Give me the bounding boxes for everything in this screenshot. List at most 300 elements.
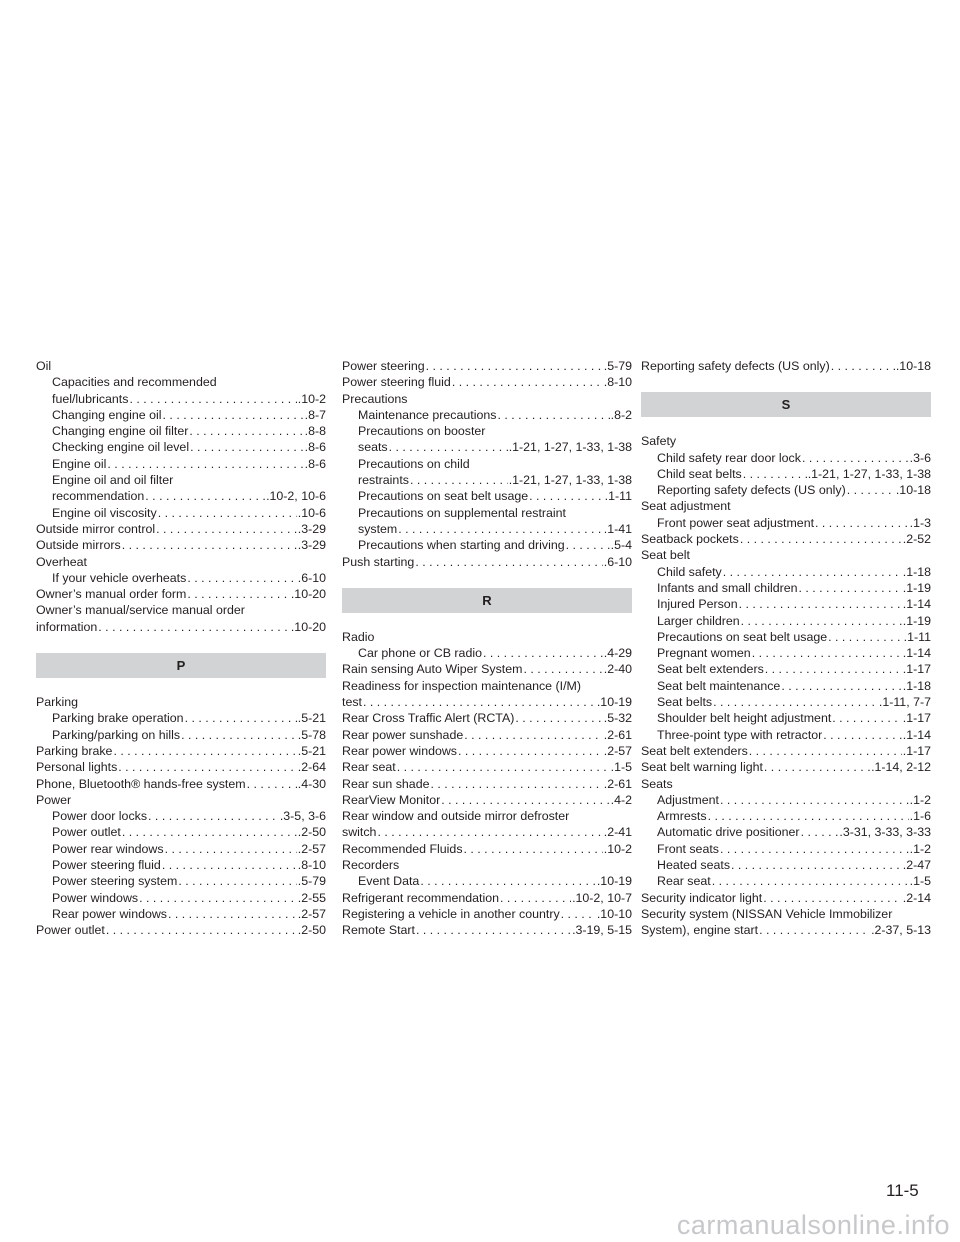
- index-entry: [36, 586, 326, 602]
- index-subentry: [641, 466, 931, 482]
- page-reference: .6-10: [297, 570, 326, 585]
- index-subentry: [641, 645, 931, 661]
- page-reference: .1-18: [902, 678, 931, 693]
- entry-text: Power outlet: [36, 923, 105, 938]
- dot-leader: [186, 570, 296, 586]
- page-reference: .1-14: [902, 727, 931, 742]
- dot-leader: [388, 439, 508, 455]
- entry-text: Shoulder belt height adjustment: [657, 711, 832, 726]
- page-reference: .4-2: [610, 792, 632, 807]
- page-reference: .8-10: [297, 858, 326, 873]
- page-reference: .1-21, 1-27, 1-33, 1-38: [807, 466, 931, 481]
- page-reference: .5-21: [297, 711, 326, 726]
- page-reference: .2-47: [902, 858, 931, 873]
- index-subentry: [342, 439, 632, 455]
- entry-text: Personal lights: [36, 760, 118, 775]
- entry-text: Reporting safety defects (US only): [657, 483, 846, 498]
- index-column-2: [342, 358, 632, 939]
- entry-text: Pregnant women: [657, 646, 751, 661]
- dot-leader: [565, 537, 610, 553]
- page-reference: .5-79: [297, 874, 326, 889]
- index-entry: [342, 374, 632, 390]
- index-subentry: [641, 515, 931, 531]
- entry-text: Power rear windows: [52, 841, 164, 856]
- dot-leader: [740, 613, 902, 629]
- page-reference: .2-57: [297, 906, 326, 921]
- entry-text: Front seats: [657, 841, 719, 856]
- entry-text: Larger children: [657, 613, 740, 628]
- page-reference: .1-19: [902, 613, 931, 628]
- entry-text: Power door locks: [52, 809, 148, 824]
- dot-leader: [121, 824, 297, 840]
- entry-text: Heated seats: [657, 858, 731, 873]
- dot-leader: [739, 531, 902, 547]
- dot-leader: [514, 710, 602, 726]
- index-subentry: [641, 694, 931, 710]
- dot-leader: [177, 873, 296, 889]
- index-entry: [342, 776, 632, 792]
- page-reference: .8-6: [304, 440, 326, 455]
- dot-leader: [560, 906, 596, 922]
- index-subentry: [36, 824, 326, 840]
- page-reference: .10-19: [596, 695, 632, 710]
- page-reference: .1-17: [902, 711, 931, 726]
- dot-leader: [762, 890, 902, 906]
- dot-leader: [376, 824, 602, 840]
- index-entry: [342, 629, 632, 645]
- index-entry: [342, 743, 632, 759]
- entry-text: System), engine start: [641, 923, 759, 938]
- entry-text: Precautions on seat belt usage: [657, 629, 828, 644]
- index-subentry: [36, 857, 326, 873]
- entry-text: Infants and small children: [657, 580, 798, 595]
- dot-leader: [758, 922, 870, 938]
- dot-leader: [719, 841, 909, 857]
- entry-text: Seat belt extenders: [641, 743, 748, 758]
- index-subentry: [641, 564, 931, 580]
- index-entry: [342, 792, 632, 808]
- dot-leader: [822, 727, 901, 743]
- index-subentry: [641, 613, 931, 629]
- page-reference: .1-17: [902, 743, 931, 758]
- index-subentry: [342, 472, 632, 488]
- entry-text: Child seat belts: [657, 466, 742, 481]
- page-reference: .1-14: [902, 646, 931, 661]
- index-subentry: [641, 710, 931, 726]
- page-number: 11-5: [886, 1181, 919, 1200]
- entry-text: Car phone or CB radio: [358, 646, 482, 661]
- page-reference: .2-64: [297, 760, 326, 775]
- entry-text: Precautions on booster: [358, 424, 486, 439]
- entry-text: Engine oil and oil filter: [52, 473, 174, 488]
- index-subentry: [36, 727, 326, 743]
- index-subentry: [36, 439, 326, 455]
- entry-text: test: [342, 695, 362, 710]
- page-reference: .10-18: [895, 359, 931, 373]
- page-reference: .8-2: [610, 407, 632, 422]
- page-reference: .10-6: [297, 505, 326, 520]
- page-reference: .2-50: [297, 923, 326, 938]
- page-reference: .10-19: [596, 874, 632, 889]
- index-entry: [641, 890, 931, 906]
- index-subentry: [342, 505, 632, 521]
- entry-text: Precautions on child: [358, 456, 470, 471]
- entry-text: Recommended Fluids: [342, 841, 463, 856]
- index-entry: [36, 602, 326, 618]
- dot-leader: [105, 922, 297, 938]
- page-reference: .10-18: [895, 483, 931, 498]
- index-entry: [641, 759, 931, 775]
- page-reference: .2-50: [297, 825, 326, 840]
- page-reference: .1-41: [603, 521, 632, 536]
- page-reference: .3-29: [297, 538, 326, 553]
- entry-text: Power steering system: [52, 874, 178, 889]
- dot-leader: [188, 423, 303, 439]
- dot-leader: [189, 439, 304, 455]
- dot-leader: [144, 488, 265, 504]
- index-entry: [342, 857, 632, 873]
- page-reference: .10-10: [596, 906, 632, 921]
- entry-text: If your vehicle overheats: [52, 570, 187, 585]
- entry-text: Three-point type with retractor: [657, 727, 823, 742]
- index-subentry: [342, 488, 632, 504]
- dot-leader: [155, 521, 297, 537]
- dot-leader: [180, 727, 297, 743]
- page-reference: .5-32: [603, 711, 632, 726]
- index-column-1: [36, 358, 326, 939]
- page-reference: .5-4: [610, 538, 632, 553]
- index-subentry: [36, 488, 326, 504]
- index-column-3: [641, 358, 931, 939]
- entry-text: system: [358, 521, 398, 536]
- dot-leader: [748, 743, 902, 759]
- entry-text: Capacities and recommended: [52, 375, 217, 390]
- index-entry: [36, 619, 326, 635]
- dot-leader: [440, 792, 609, 808]
- index-subentry: [36, 873, 326, 889]
- dot-leader: [496, 407, 609, 423]
- index-entry: [641, 922, 931, 938]
- page-reference: .2-61: [603, 727, 632, 742]
- dot-leader: [186, 586, 290, 602]
- entry-text: Child safety: [657, 564, 722, 579]
- index-entry: [342, 727, 632, 743]
- page-reference: .2-55: [297, 890, 326, 905]
- index-subentry: [641, 727, 931, 743]
- section-header-r: R: [342, 588, 632, 613]
- entry-text: switch: [342, 825, 377, 840]
- page-reference: .2-52: [902, 532, 931, 547]
- dot-leader: [764, 661, 902, 677]
- dot-leader: [128, 391, 296, 407]
- entry-text: Outside mirrors: [36, 538, 121, 553]
- entry-text: Automatic drive positioner: [657, 825, 800, 840]
- entry-text: Parking/parking on hills: [52, 727, 181, 742]
- index-entry: [342, 906, 632, 922]
- page-reference: .2-57: [603, 743, 632, 758]
- page-reference: .2-57: [297, 841, 326, 856]
- index-subentry: [36, 906, 326, 922]
- entry-text: Seat belt maintenance: [657, 678, 781, 693]
- entry-text: Owner’s manual/service manual order: [36, 603, 245, 618]
- dot-leader: [457, 743, 603, 759]
- index-subentry: [36, 710, 326, 726]
- index-subentry: [641, 873, 931, 889]
- entry-text: Parking: [36, 695, 79, 710]
- dot-leader: [730, 857, 902, 873]
- entry-text: Power steering fluid: [342, 375, 451, 390]
- dot-leader: [117, 759, 296, 775]
- dot-leader: [738, 596, 902, 612]
- dot-leader: [415, 922, 571, 938]
- index-subentry: [36, 472, 326, 488]
- index-entry: [342, 554, 632, 570]
- dot-leader: [425, 358, 603, 374]
- index-entry: [36, 792, 326, 808]
- page-reference: .3-5, 3-6: [279, 809, 326, 824]
- dot-leader: [712, 694, 878, 710]
- entry-text: Phone, Bluetooth® hands-free system: [36, 776, 246, 791]
- entry-text: Readiness for inspection maintenance (I/M): [342, 678, 581, 693]
- page-reference: .1-6: [909, 809, 931, 824]
- entry-text: Changing engine oil: [52, 407, 162, 422]
- entry-text: Injured Person: [657, 597, 738, 612]
- index-subentry: [342, 537, 632, 553]
- entry-text: fuel/lubricants: [52, 391, 129, 406]
- page-reference: .1-14, 2-12: [871, 760, 931, 775]
- page-reference: .1-11: [903, 629, 931, 644]
- page-reference: .1-5: [909, 874, 931, 889]
- index-subentry: [342, 645, 632, 661]
- entry-text: Security indicator light: [641, 890, 763, 905]
- index-entry: [36, 922, 326, 938]
- index-subentry: [36, 423, 326, 439]
- index-subentry: [36, 407, 326, 423]
- index-entry: [342, 358, 632, 374]
- index-entry: [342, 922, 632, 938]
- index-subentry: [641, 661, 931, 677]
- page-reference: .1-17: [902, 662, 931, 677]
- dot-leader: [482, 645, 603, 661]
- entry-text: Armrests: [657, 809, 707, 824]
- dot-leader: [801, 450, 909, 466]
- dot-leader: [112, 743, 296, 759]
- page-reference: .4-30: [297, 776, 326, 791]
- page-reference: .2-61: [603, 776, 632, 791]
- index-entry: [342, 710, 632, 726]
- page-reference: .10-2, 10-7: [572, 890, 632, 905]
- dot-leader: [719, 792, 909, 808]
- index-subentry: [36, 841, 326, 857]
- dot-leader: [362, 694, 596, 710]
- entry-text: Front power seat adjustment: [657, 515, 815, 530]
- dot-leader: [414, 554, 602, 570]
- entry-text: Push starting: [342, 554, 415, 569]
- index-subentry: [342, 873, 632, 889]
- entry-text: Precautions when starting and driving: [358, 538, 565, 553]
- entry-text: Checking engine oil level: [52, 440, 190, 455]
- index-subentry: [36, 808, 326, 824]
- entry-text: Rain sensing Auto Wiper System: [342, 662, 523, 677]
- index-subentry: [641, 596, 931, 612]
- entry-text: Precautions: [342, 391, 408, 406]
- dot-leader: [831, 710, 901, 726]
- dot-leader: [742, 466, 807, 482]
- entry-text: Seatback pockets: [641, 532, 739, 547]
- index-entry: [342, 890, 632, 906]
- page-reference: .5-78: [297, 727, 326, 742]
- page-reference: .10-2: [297, 391, 326, 406]
- page-reference: .2-41: [603, 825, 632, 840]
- index-subentry: [342, 456, 632, 472]
- index-subentry: [641, 629, 931, 645]
- dot-leader: [707, 808, 909, 824]
- entry-text: Power: [36, 792, 72, 807]
- section-header-p: P: [36, 653, 326, 678]
- page-reference: .1-11, 7-7: [878, 695, 931, 710]
- page-reference: .5-79: [603, 359, 632, 373]
- page-reference: .4-29: [603, 646, 632, 661]
- dot-leader: [147, 808, 279, 824]
- page-reference: .1-2: [909, 841, 931, 856]
- page-reference: .5-21: [297, 743, 326, 758]
- entry-text: information: [36, 619, 98, 634]
- page-reference: .10-2, 10-6: [266, 489, 326, 504]
- entry-text: Power steering: [342, 359, 425, 373]
- entry-text: Maintenance precautions: [358, 407, 497, 422]
- entry-text: Owner’s manual order form: [36, 587, 187, 602]
- dot-leader: [396, 759, 610, 775]
- index-entry: [36, 537, 326, 553]
- index-entry: [641, 906, 931, 922]
- dot-leader: [162, 407, 304, 423]
- index-entry: [342, 661, 632, 677]
- dot-leader: [830, 358, 895, 374]
- entry-text: restraints: [358, 473, 409, 488]
- index-subentry: [641, 808, 931, 824]
- index-entry: [342, 678, 632, 694]
- entry-text: Refrigerant recommendation: [342, 890, 500, 905]
- dot-leader: [161, 857, 297, 873]
- index-subentry: [36, 505, 326, 521]
- page-reference: .3-31, 3-33, 3-33: [839, 825, 931, 840]
- dot-leader: [711, 873, 909, 889]
- dot-leader: [800, 824, 839, 840]
- entry-text: Reporting safety defects (US only): [641, 359, 830, 373]
- dot-leader: [763, 759, 870, 775]
- entry-text: Rear seat: [342, 760, 396, 775]
- page-reference: .10-20: [290, 619, 326, 634]
- entry-text: Seat adjustment: [641, 499, 731, 514]
- index-entry: [641, 547, 931, 563]
- entry-text: Parking brake operation: [52, 711, 184, 726]
- index-entry: [36, 694, 326, 710]
- index-subentry: [641, 450, 931, 466]
- entry-text: recommendation: [52, 489, 145, 504]
- page-reference: .1-21, 1-27, 1-33, 1-38: [508, 440, 632, 455]
- index-entry: [36, 743, 326, 759]
- dot-leader: [429, 776, 602, 792]
- entry-text: Rear window and outside mirror defroster: [342, 809, 570, 824]
- entry-text: Event Data: [358, 874, 420, 889]
- entry-text: Rear Cross Traffic Alert (RCTA): [342, 711, 515, 726]
- index-entry: [342, 824, 632, 840]
- dot-leader: [157, 505, 297, 521]
- index-entry: [641, 358, 931, 374]
- entry-text: Seat belt extenders: [657, 662, 764, 677]
- dot-leader: [463, 727, 603, 743]
- index-entry: [641, 776, 931, 792]
- index-entry: [342, 759, 632, 775]
- entry-text: Power outlet: [52, 825, 121, 840]
- page-reference: .2-14: [902, 890, 931, 905]
- entry-text: Rear power sunshade: [342, 727, 464, 742]
- entry-text: Changing engine oil filter: [52, 424, 189, 439]
- index-entry: [342, 694, 632, 710]
- dot-leader: [397, 521, 603, 537]
- entry-text: RearView Monitor: [342, 792, 441, 807]
- index-subentry: [641, 482, 931, 498]
- page-reference: .1-21, 1-27, 1-33, 1-38: [508, 473, 632, 488]
- index-subentry: [641, 678, 931, 694]
- dot-leader: [419, 873, 596, 889]
- page-reference: .1-18: [902, 564, 931, 579]
- entry-text: Outside mirror control: [36, 521, 156, 536]
- dot-leader: [528, 488, 604, 504]
- entry-text: Power windows: [52, 890, 139, 905]
- index-entry: [342, 841, 632, 857]
- page-reference: .1-3: [909, 515, 931, 530]
- entry-text: Precautions on supplemental restraint: [358, 505, 567, 520]
- section-header-s: S: [641, 392, 931, 417]
- dot-leader: [409, 472, 508, 488]
- index-entry: [342, 391, 632, 407]
- index-entry: [36, 521, 326, 537]
- dot-leader: [463, 841, 603, 857]
- index-subentry: [36, 374, 326, 390]
- entry-text: Rear power windows: [342, 743, 458, 758]
- entry-text: Rear power windows: [52, 906, 168, 921]
- dot-leader: [164, 841, 297, 857]
- dot-leader: [106, 456, 303, 472]
- dot-leader: [246, 776, 297, 792]
- entry-text: Safety: [641, 434, 677, 449]
- page-reference: .8-8: [304, 424, 326, 439]
- entry-text: Rear seat: [657, 874, 711, 889]
- entry-text: Engine oil viscosity: [52, 505, 157, 520]
- entry-text: Engine oil: [52, 456, 107, 471]
- index-entry: [36, 358, 326, 374]
- dot-leader: [97, 619, 290, 635]
- page-reference: .6-10: [603, 554, 632, 569]
- entry-text: Registering a vehicle in another country: [342, 906, 560, 921]
- index-subentry: [641, 792, 931, 808]
- page-reference: .3-6: [909, 450, 931, 465]
- watermark-text[interactable]: carmanualsonline.info: [676, 1210, 950, 1240]
- dot-leader: [184, 710, 297, 726]
- index-entry: [641, 743, 931, 759]
- entry-text: Child safety rear door lock: [657, 450, 801, 465]
- entry-text: Oil: [36, 359, 52, 373]
- index-entry: [36, 554, 326, 570]
- dot-leader: [722, 564, 902, 580]
- entry-text: Rear sun shade: [342, 776, 430, 791]
- entry-text: seats: [358, 440, 388, 455]
- dot-leader: [798, 580, 902, 596]
- index-subentry: [641, 841, 931, 857]
- dot-leader: [827, 629, 903, 645]
- index-entry: [342, 808, 632, 824]
